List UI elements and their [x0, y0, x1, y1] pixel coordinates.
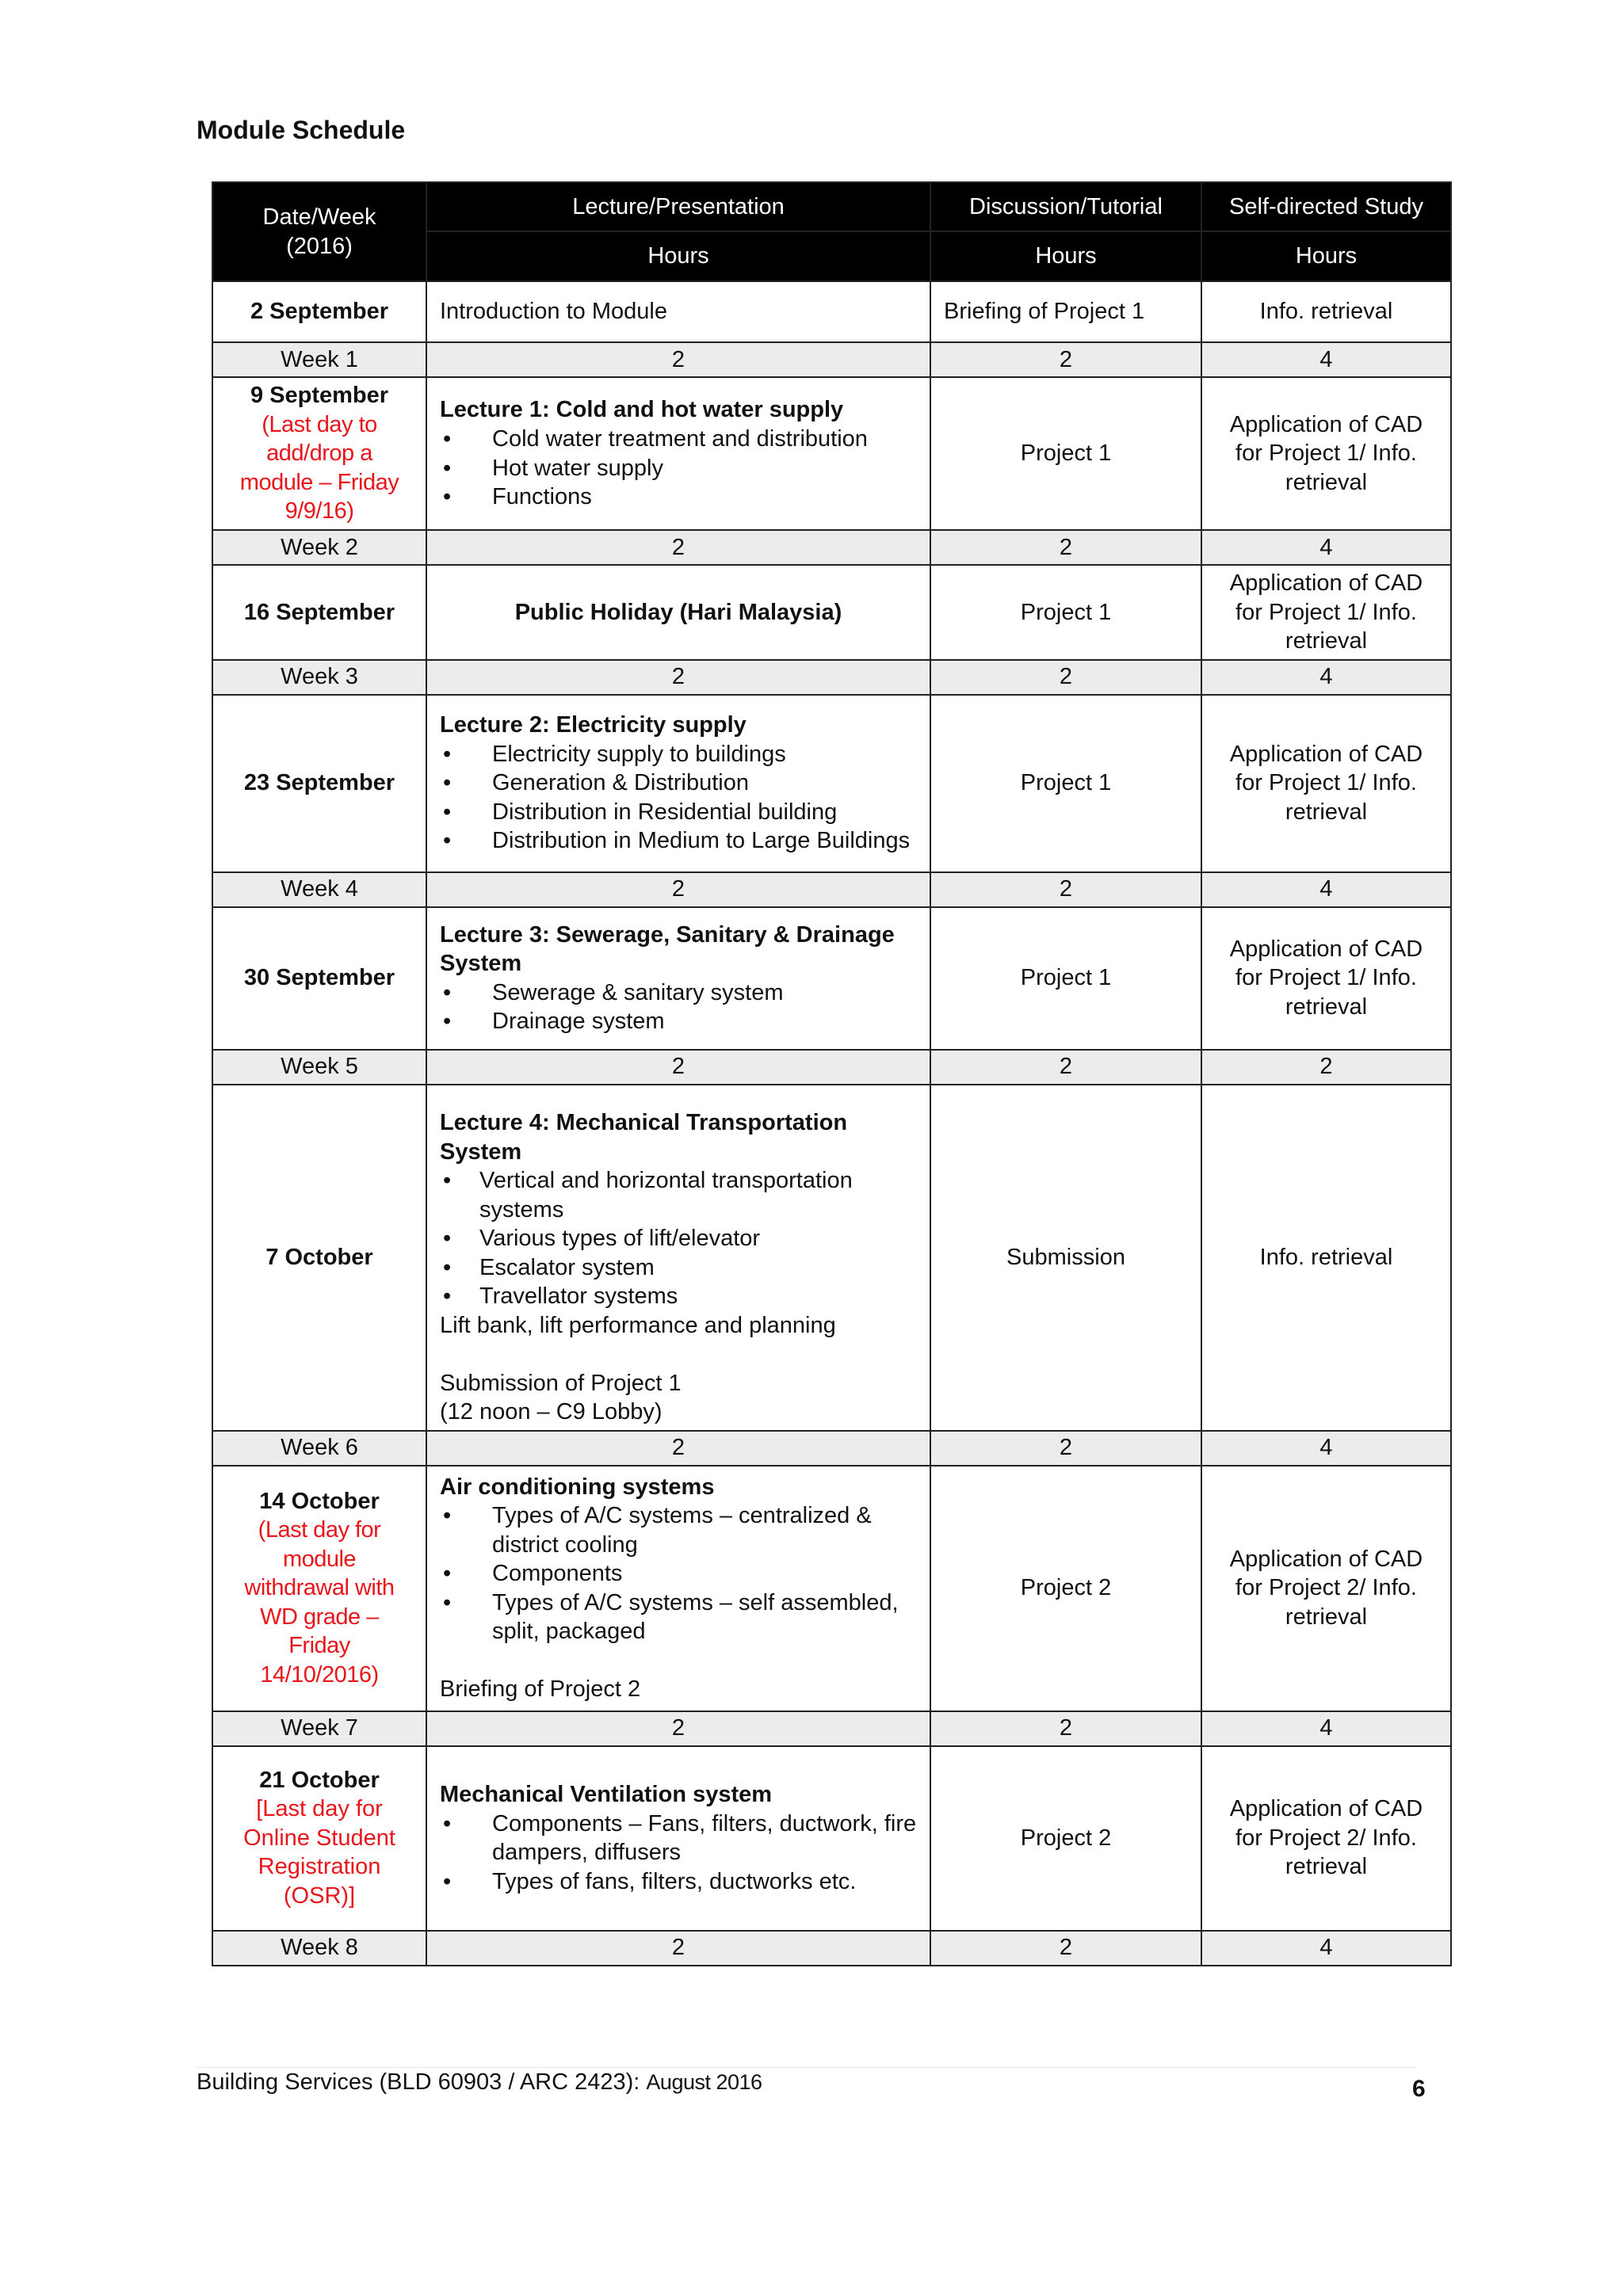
- self-study-hours: 4: [1201, 342, 1451, 377]
- row-date: 9 September (Last day to add/drop a module – Friday 9/9/16): [212, 377, 426, 530]
- week-row: [212, 1431, 1451, 1466]
- row-self-study: Application of CAD for Project 1/ Info. retrieval: [1201, 695, 1451, 872]
- topic-item: • Drainage system: [440, 1007, 917, 1036]
- week-label: Week 1: [212, 342, 426, 377]
- discussion-hours: 2: [930, 1711, 1201, 1746]
- row-discussion: Project 1: [930, 695, 1201, 872]
- module-schedule-table: [212, 181, 1452, 1966]
- topic-list: [440, 1166, 917, 1311]
- header-discussion-hours: Hours: [930, 231, 1201, 281]
- discussion-hours: 2: [930, 342, 1201, 377]
- row-discussion: Project 2: [930, 1466, 1201, 1711]
- lecture-hours: 2: [426, 1711, 930, 1746]
- week-label: Week 4: [212, 872, 426, 907]
- schedule-row: [212, 1085, 1451, 1431]
- row-self-study: Application of CAD for Project 2/ Info. retrieval: [1201, 1466, 1451, 1711]
- deadline-note: [Last day for Online Student Registration (OSR)]: [243, 1796, 395, 1909]
- lecture-extra: Briefing of Project 2: [440, 1676, 641, 1702]
- topic-item: • Cold water treatment and distribution: [440, 425, 917, 454]
- row-date: 16 September: [212, 565, 426, 660]
- week-label: Week 3: [212, 660, 426, 695]
- lecture-hours: 2: [426, 1931, 930, 1966]
- lecture-hours: 2: [426, 872, 930, 907]
- discussion-hours: 2: [930, 530, 1201, 565]
- topic-item: • Types of fans, filters, ductworks etc.: [440, 1867, 917, 1897]
- topic-item: • Distribution in Residential building: [440, 798, 917, 827]
- row-self-study: Application of CAD for Project 2/ Info. retrieval: [1201, 1746, 1451, 1931]
- row-discussion: Project 1: [930, 565, 1201, 660]
- row-lecture: [426, 377, 930, 530]
- row-lecture: [426, 1085, 930, 1431]
- header-date-week: Date/Week (2016): [212, 182, 426, 281]
- row-discussion: Project 1: [930, 377, 1201, 530]
- row-date: 21 October [Last day for Online Student Registration (OSR)]: [212, 1746, 426, 1931]
- topic-item: • Travellator systems: [440, 1282, 917, 1311]
- deadline-note: (Last day to add/drop a module – Friday 9/9/16): [239, 411, 399, 524]
- row-discussion: Submission: [930, 1085, 1201, 1431]
- week-row: [212, 1711, 1451, 1746]
- row-self-study: Application of CAD for Project 1/ Info. retrieval: [1201, 377, 1451, 530]
- row-self-study: Info. retrieval: [1201, 281, 1451, 342]
- topic-item: • Types of A/C systems – centralized & district cooling: [440, 1501, 917, 1559]
- schedule-row: [212, 1466, 1451, 1711]
- row-lecture: [426, 1746, 930, 1931]
- page-number: 6: [1412, 2076, 1426, 2102]
- footer-divider: [197, 2067, 1417, 2068]
- schedule-row: [212, 1746, 1451, 1931]
- topic-item: • Components: [440, 1559, 917, 1589]
- week-row: [212, 1931, 1451, 1966]
- self-study-hours: 4: [1201, 1711, 1451, 1746]
- lecture-title: Mechanical Ventilation system: [440, 1782, 773, 1808]
- lecture-hours: 2: [426, 1050, 930, 1085]
- lecture-title: Lecture 1: Cold and hot water supply: [440, 397, 844, 423]
- row-lecture: Public Holiday (Hari Malaysia): [426, 565, 930, 660]
- row-self-study: Application of CAD for Project 1/ Info. retrieval: [1201, 907, 1451, 1050]
- week-row: [212, 530, 1451, 565]
- topic-list: [440, 425, 917, 512]
- week-label: Week 7: [212, 1711, 426, 1746]
- row-discussion: Briefing of Project 1: [930, 281, 1201, 342]
- week-label: Week 8: [212, 1931, 426, 1966]
- topic-item: • Escalator system: [440, 1253, 917, 1283]
- row-discussion: Project 1: [930, 907, 1201, 1050]
- row-lecture: [426, 695, 930, 872]
- topic-list: [440, 740, 917, 856]
- row-lecture: [426, 1466, 930, 1711]
- week-label: Week 6: [212, 1431, 426, 1466]
- week-row: [212, 342, 1451, 377]
- footer-course: Building Services (BLD 60903 / ARC 2423): August 2016: [197, 2069, 762, 2095]
- schedule-row: [212, 565, 1451, 660]
- row-date: 14 October (Last day for module withdrawal with WD grade – Friday 14/10/2016): [212, 1466, 426, 1711]
- topic-item: • Sewerage & sanitary system: [440, 978, 917, 1008]
- schedule-row: [212, 281, 1451, 342]
- lecture-title: Lecture 4: Mechanical Transportation System: [440, 1110, 848, 1165]
- submission-note: Submission of Project 1: [440, 1370, 682, 1396]
- page-heading: Module Schedule: [197, 116, 406, 144]
- self-study-hours: 4: [1201, 1431, 1451, 1466]
- row-lecture: [426, 907, 930, 1050]
- topic-item: • Functions: [440, 482, 917, 512]
- topic-list: [440, 1501, 917, 1646]
- lecture-hours: 2: [426, 1431, 930, 1466]
- week-row: [212, 1050, 1451, 1085]
- schedule-row: [212, 377, 1451, 530]
- topic-item: • Various types of lift/elevator: [440, 1224, 917, 1253]
- topic-item: • Electricity supply to buildings: [440, 740, 917, 769]
- lecture-extra: Lift bank, lift performance and planning: [440, 1313, 836, 1338]
- row-self-study: Application of CAD for Project 1/ Info. retrieval: [1201, 565, 1451, 660]
- schedule-row: [212, 907, 1451, 1050]
- topic-item: • Vertical and horizontal transportation systems: [440, 1166, 917, 1224]
- header-discussion: Discussion/Tutorial: [930, 182, 1201, 231]
- discussion-hours: 2: [930, 660, 1201, 695]
- schedule-row: [212, 695, 1451, 872]
- topic-list: [440, 1810, 917, 1897]
- lecture-title: Lecture 2: Electricity supply: [440, 712, 747, 738]
- row-date: 23 September: [212, 695, 426, 872]
- week-row: [212, 660, 1451, 695]
- discussion-hours: 2: [930, 1431, 1201, 1466]
- lecture-hours: 2: [426, 660, 930, 695]
- lecture-hours: 2: [426, 342, 930, 377]
- self-study-hours: 4: [1201, 1931, 1451, 1966]
- topic-item: • Types of A/C systems – self assembled, split, packaged: [440, 1589, 917, 1646]
- row-date: 30 September: [212, 907, 426, 1050]
- submission-time: (12 noon – C9 Lobby): [440, 1399, 663, 1425]
- row-lecture: Introduction to Module: [426, 281, 930, 342]
- week-label: Week 5: [212, 1050, 426, 1085]
- topic-list: [440, 978, 917, 1036]
- header-self-study: Self-directed Study: [1201, 182, 1451, 231]
- header-lecture: Lecture/Presentation: [426, 182, 930, 231]
- header-lecture-hours: Hours: [426, 231, 930, 281]
- self-study-hours: 4: [1201, 530, 1451, 565]
- self-study-hours: 4: [1201, 660, 1451, 695]
- topic-item: • Hot water supply: [440, 454, 917, 483]
- discussion-hours: 2: [930, 1050, 1201, 1085]
- header-self-study-hours: Hours: [1201, 231, 1451, 281]
- discussion-hours: 2: [930, 872, 1201, 907]
- lecture-hours: 2: [426, 530, 930, 565]
- lecture-title: Lecture 3: Sewerage, Sanitary & Drainage System: [440, 921, 895, 977]
- self-study-hours: 2: [1201, 1050, 1451, 1085]
- row-discussion: Project 2: [930, 1746, 1201, 1931]
- deadline-note: (Last day for module withdrawal with WD grade – Friday 14/10/2016): [244, 1517, 395, 1688]
- row-date: 7 October: [212, 1085, 426, 1431]
- self-study-hours: 4: [1201, 872, 1451, 907]
- topic-item: • Distribution in Medium to Large Buildings: [440, 826, 917, 856]
- week-label: Week 2: [212, 530, 426, 565]
- row-self-study: Info. retrieval: [1201, 1085, 1451, 1431]
- week-row: [212, 872, 1451, 907]
- topic-item: • Generation & Distribution: [440, 769, 917, 798]
- row-date: 2 September: [212, 281, 426, 342]
- topic-item: • Components – Fans, filters, ductwork, fire dampers, diffusers: [440, 1810, 917, 1867]
- discussion-hours: 2: [930, 1931, 1201, 1966]
- lecture-title: Air conditioning systems: [440, 1474, 715, 1500]
